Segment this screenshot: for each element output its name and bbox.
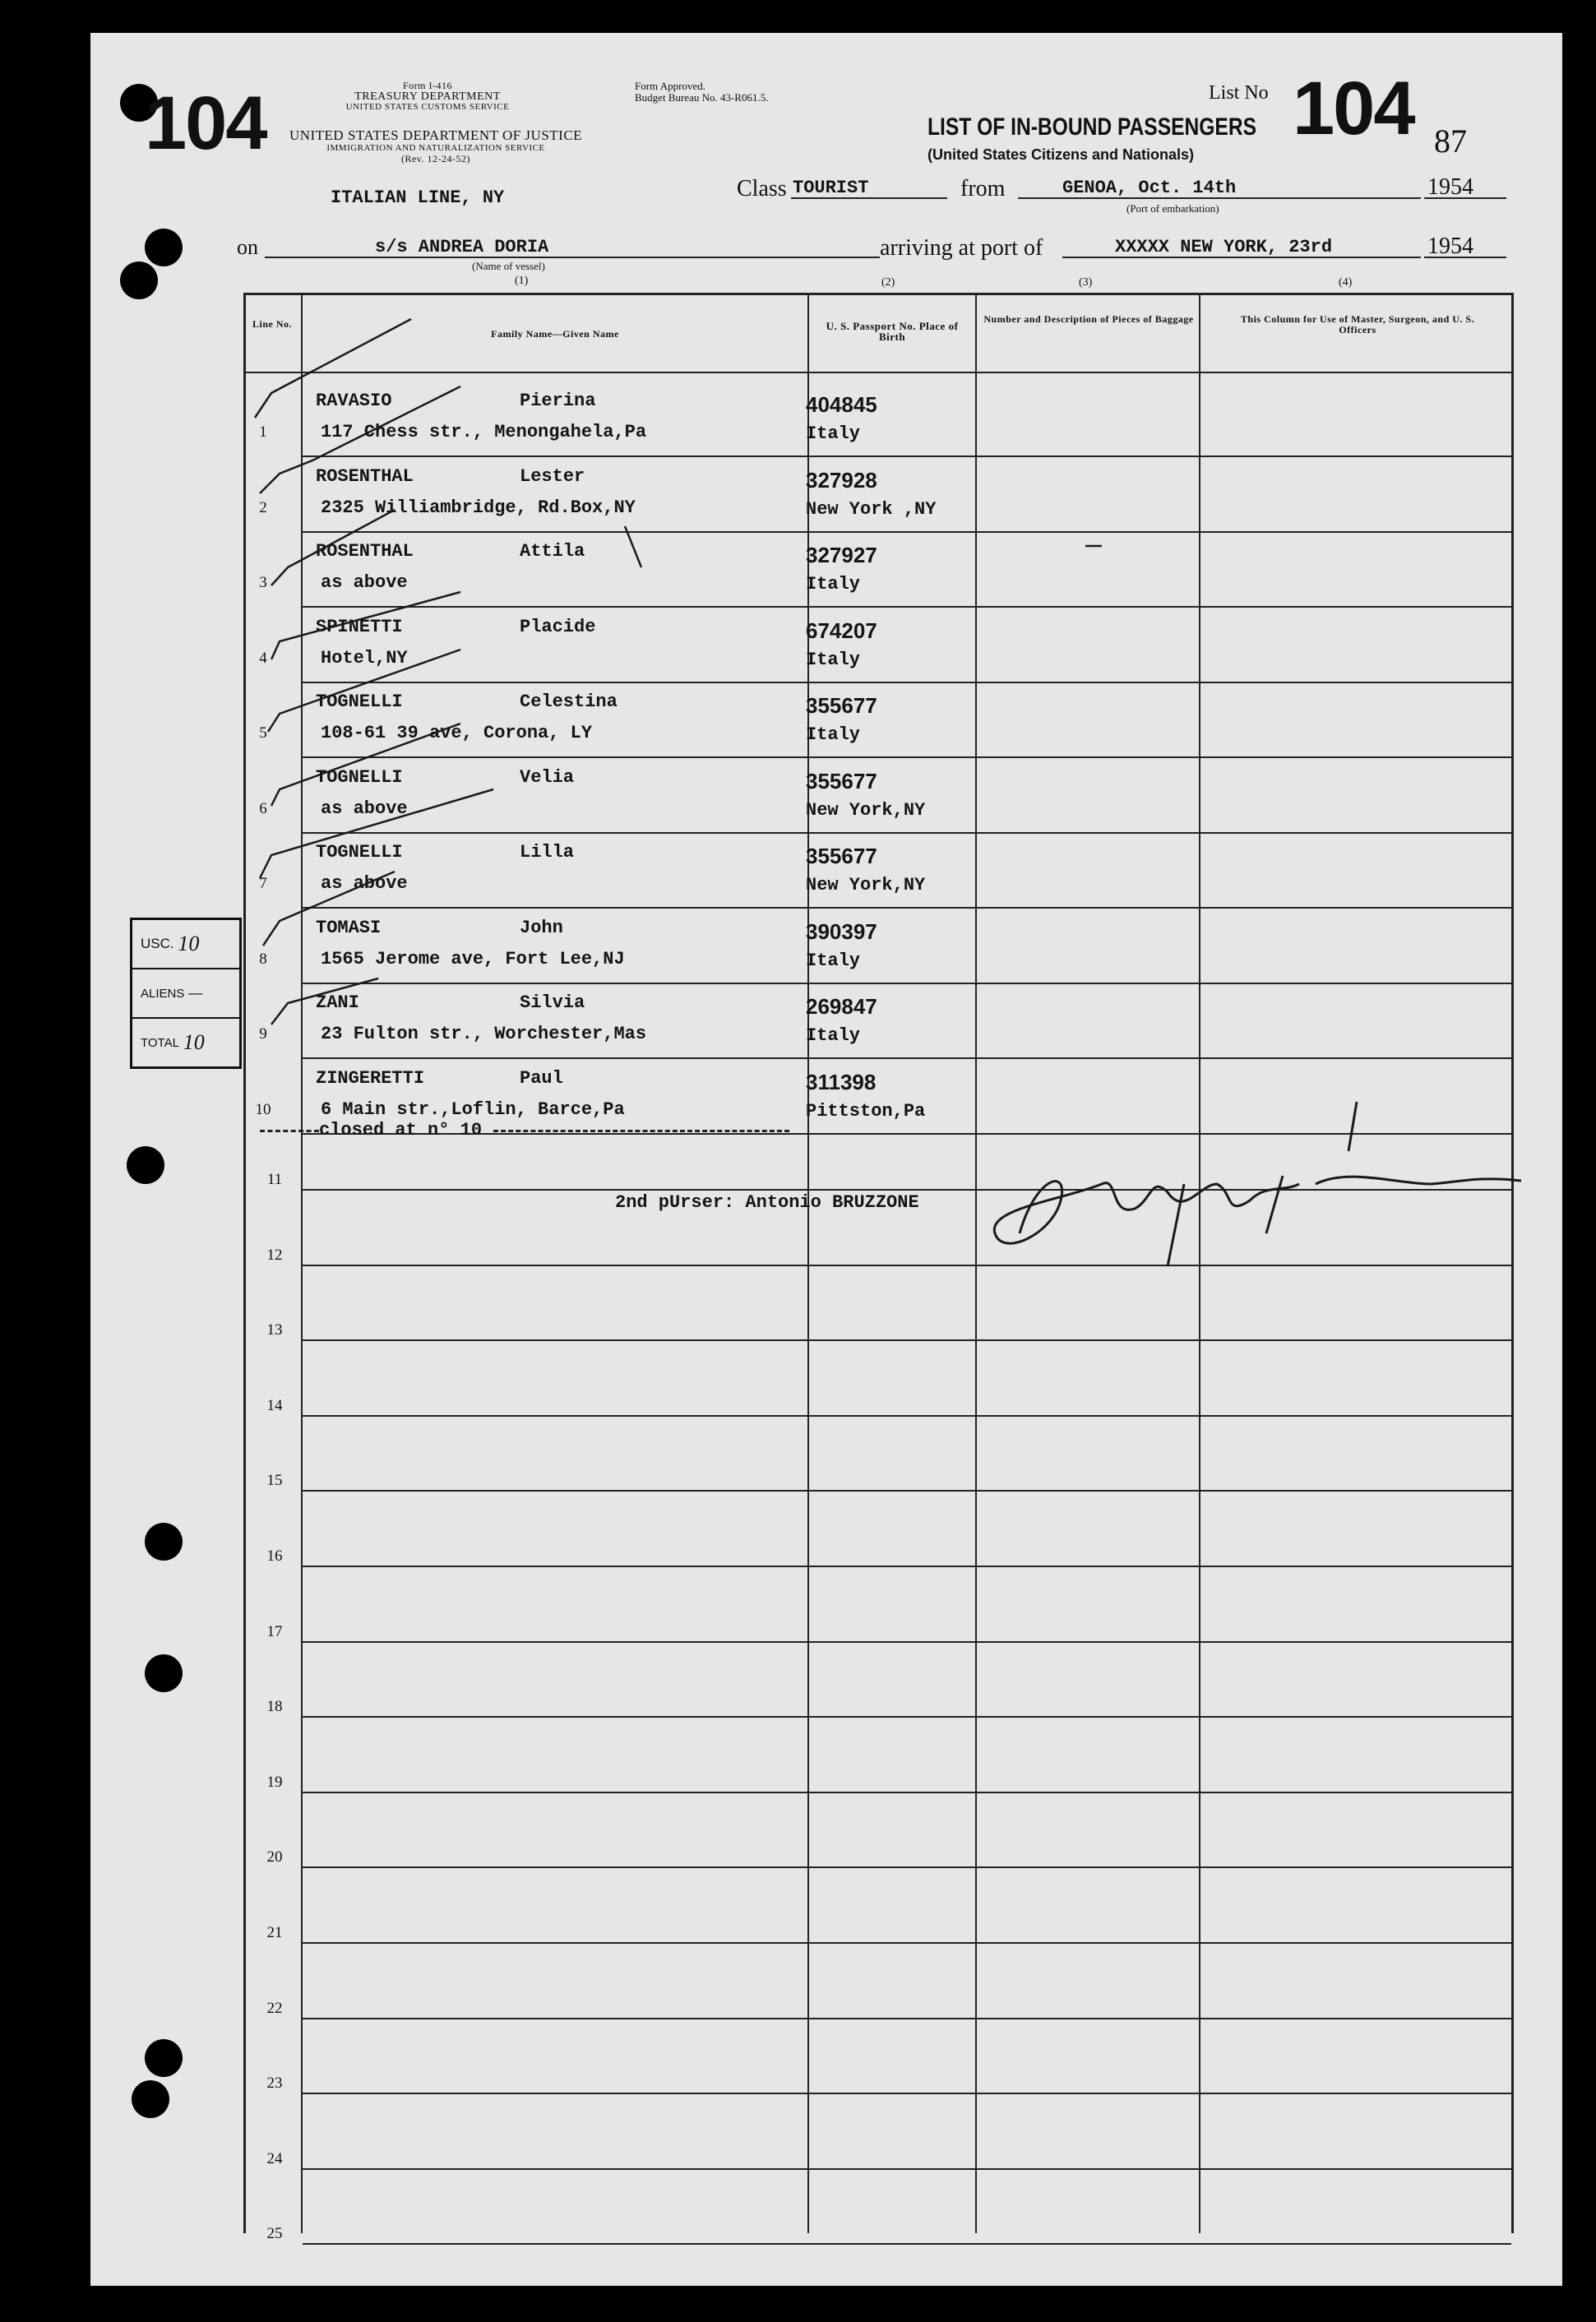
- line-number: 25: [266, 2225, 283, 2243]
- given-name: Celestina: [520, 692, 618, 712]
- arriving-label: arriving at port of: [880, 235, 1043, 261]
- family-name: SPINETTI: [316, 616, 403, 637]
- col-header-official: This Column for Use of Master, Surgeon, and U. S. Officers: [1240, 313, 1475, 335]
- arrival-port: XXXXX NEW YORK, 23rd: [1115, 237, 1333, 257]
- tally-usc: [132, 920, 239, 969]
- aliens-value: —: [188, 985, 203, 1001]
- list-number-stamp-right: 104: [1293, 67, 1414, 150]
- check-marks: [255, 319, 1102, 1025]
- given-name: Silvia: [520, 992, 585, 1013]
- address: 108-61 39 ave, Corona, LY: [321, 723, 593, 743]
- line-number: 16: [266, 1547, 283, 1565]
- given-name: Lester: [520, 465, 585, 487]
- year-1: 1954: [1427, 174, 1473, 200]
- form-subtitle: (United States Citizens and Nationals): [928, 146, 1195, 163]
- passport-number: 311398: [806, 1069, 877, 1094]
- col-header-line-no: Line No.: [252, 318, 292, 330]
- on-label: on: [237, 235, 258, 259]
- customs-service: UNITED STATES CUSTOMS SERVICE: [345, 102, 510, 112]
- revision: (Rev. 12-24-52): [400, 153, 471, 164]
- given-name: Placide: [520, 616, 596, 637]
- family-name: ROSENTHAL: [316, 465, 414, 487]
- line-number: 17: [266, 1622, 283, 1640]
- ins-service: IMMIGRATION AND NATURALIZATION SERVICE: [326, 143, 545, 153]
- total-value: 10: [183, 1030, 205, 1054]
- line-number: 8: [259, 950, 267, 968]
- shipping-line: ITALIAN LINE, NY: [331, 187, 505, 208]
- place-of-birth: Italy: [806, 574, 861, 594]
- vessel-caption: (Name of vessel): [472, 260, 545, 272]
- given-name: Velia: [520, 766, 575, 788]
- class-label: Class: [737, 176, 787, 201]
- passport-number: 404845: [806, 392, 877, 417]
- address: 23 Fulton str., Worchester,Mas: [321, 1024, 647, 1044]
- line-number: 13: [266, 1321, 283, 1339]
- family-name: ROSENTHAL: [316, 541, 414, 562]
- line-number: 21: [266, 1924, 283, 1941]
- family-name: RAVASIO: [316, 391, 392, 411]
- family-name: TOGNELLI: [316, 766, 403, 788]
- tally-total: [132, 1019, 239, 1066]
- place-of-birth: New York,NY: [806, 875, 926, 895]
- line-number: 2: [259, 498, 267, 516]
- purser-signature: [994, 1102, 1521, 1266]
- passport-number: 327928: [806, 467, 877, 493]
- list-number-stamp-left: 104: [145, 81, 266, 165]
- year-2: 1954: [1427, 234, 1473, 259]
- place-of-birth: Italy: [806, 724, 861, 745]
- line-number: 1: [259, 423, 267, 441]
- line-number: 12: [266, 1246, 283, 1264]
- passport-number: 390397: [806, 918, 877, 944]
- budget-bureau: Budget Bureau No. 43-R061.5.: [635, 91, 769, 104]
- line-number: 20: [266, 1848, 283, 1866]
- given-name: Lilla: [520, 842, 575, 863]
- from-label: from: [960, 176, 1006, 201]
- address: as above: [321, 572, 408, 593]
- line-number: 15: [266, 1472, 283, 1490]
- embarkation-port: GENOA, Oct. 14th: [1062, 178, 1237, 198]
- address: as above: [321, 798, 408, 819]
- aliens-label: ALIENS: [141, 986, 185, 1001]
- justice-dept: UNITED STATES DEPARTMENT OF JUSTICE: [289, 127, 583, 143]
- place-of-birth: Italy: [806, 649, 861, 670]
- line-number: 14: [266, 1396, 283, 1414]
- place-of-birth: Pittston,Pa: [806, 1100, 926, 1122]
- col-num-3: (3): [1079, 276, 1093, 289]
- purser-line: 2nd pUrser: Antonio BRUZZONE: [615, 1192, 919, 1213]
- address: 1565 Jerome ave, Fort Lee,NJ: [321, 948, 625, 969]
- line-number: 9: [259, 1025, 267, 1043]
- place-of-birth: Italy: [806, 423, 861, 444]
- address: as above: [321, 873, 408, 894]
- col-header-passport: U. S. Passport No. Place of Birth: [826, 320, 959, 343]
- form-number: Form I-416: [403, 80, 452, 91]
- family-name: TOGNELLI: [316, 692, 403, 712]
- address: 2325 Williambridge, Rd.Box,NY: [321, 497, 636, 518]
- passport-number: 269847: [806, 994, 877, 1019]
- list-no-label: List No: [1209, 82, 1269, 104]
- passport-number: 355677: [806, 768, 877, 793]
- col-num-2: (2): [881, 276, 895, 289]
- given-name: Pierina: [520, 391, 596, 411]
- place-of-birth: Italy: [806, 1025, 861, 1046]
- tally-aliens: [132, 969, 239, 1019]
- given-name: Attila: [520, 541, 585, 562]
- place-of-birth: New York ,NY: [806, 498, 937, 520]
- address: 6 Main str.,Loflin, Barce,Pa: [321, 1099, 625, 1120]
- address: Hotel,NY: [321, 647, 408, 668]
- place-of-birth: Italy: [806, 950, 861, 971]
- col-header-name: Family Name—Given Name: [491, 328, 619, 340]
- col-header-baggage: Number and Description of Pieces of Baggage: [983, 313, 1194, 325]
- line-number: 22: [266, 1999, 283, 2017]
- line-number: 10: [255, 1100, 271, 1118]
- passport-number: 674207: [806, 618, 877, 643]
- form-approved: Form Approved.: [635, 80, 705, 92]
- line-number: 18: [266, 1698, 283, 1716]
- usc-value: 10: [178, 932, 200, 955]
- place-of-birth: New York,NY: [806, 799, 926, 821]
- passport-number: 355677: [806, 693, 877, 718]
- line-number: 11: [266, 1171, 283, 1188]
- total-label: TOTAL: [141, 1035, 179, 1050]
- given-name: John: [520, 917, 563, 938]
- port-embarkation-caption: (Port of embarkation): [1126, 202, 1219, 215]
- family-name: TOGNELLI: [316, 842, 403, 863]
- line-number: 3: [259, 574, 267, 591]
- page-number: 87: [1434, 123, 1467, 160]
- vessel-name: s/s ANDREA DORIA: [375, 237, 549, 257]
- col-num-1: (1): [515, 275, 529, 287]
- treasury-dept: TREASURY DEPARTMENT: [354, 90, 501, 103]
- form-title: LIST OF IN-BOUND PASSENGERS: [928, 113, 1257, 141]
- class-value: TOURIST: [793, 178, 869, 198]
- line-number: 5: [259, 724, 267, 742]
- passport-number: 327927: [806, 543, 877, 567]
- line-number: 6: [259, 799, 267, 817]
- family-name: ZANI: [316, 992, 359, 1013]
- family-name: TOMASI: [316, 917, 382, 938]
- usc-label: USC.: [141, 936, 174, 951]
- family-name: ZINGERETTI: [316, 1067, 425, 1089]
- line-number: 7: [259, 875, 267, 892]
- given-name: Paul: [520, 1067, 563, 1089]
- tally-box: [130, 918, 242, 1069]
- line-number: 4: [259, 649, 267, 667]
- line-number: 19: [266, 1773, 283, 1791]
- closed-note: closed at n° 10: [319, 1120, 483, 1140]
- passport-number: 355677: [806, 844, 877, 868]
- col-num-4: (4): [1339, 276, 1353, 289]
- line-number: 24: [266, 2149, 283, 2167]
- address: 117 Chess str., Menongahela,Pa: [321, 422, 647, 442]
- line-number: 23: [266, 2075, 283, 2093]
